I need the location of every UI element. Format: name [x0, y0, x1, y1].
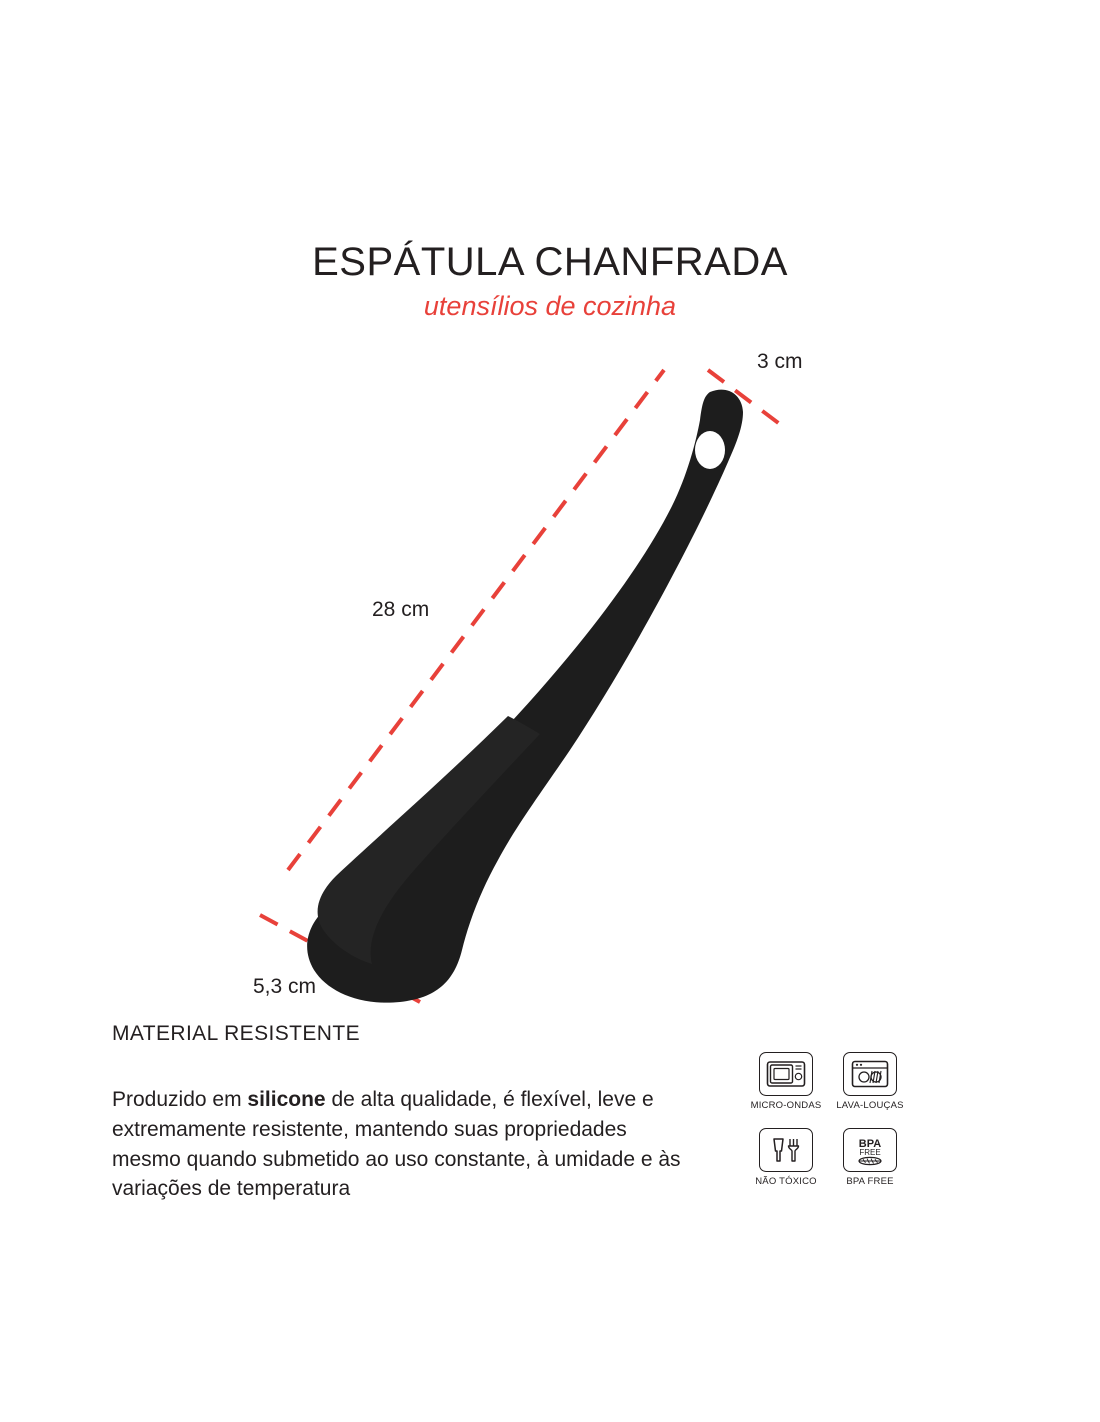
spatula-diagram	[240, 330, 860, 1030]
title-block	[0, 240, 1100, 322]
svg-text:FREE: FREE	[859, 1148, 881, 1157]
dimension-label-length: 28 cm	[372, 598, 430, 621]
svg-text:BPA: BPA	[858, 1138, 882, 1150]
dimension-label-blade: 5,3 cm	[253, 975, 317, 998]
product-illustration	[240, 330, 860, 1030]
badge-caption-microwave: MICRO-ONDAS	[750, 1100, 822, 1111]
material-description-suffix: de alta qualidade, é flexível, leve e extremamente resistente, mantendo suas propriedades mesmo quando submetido ao uso constante, à umidade e às variações de temperatura	[112, 1088, 681, 1201]
spatula-shape	[307, 390, 743, 1003]
page-title: ESPÁTULA CHANFRADA	[312, 240, 788, 284]
badge-non-toxic	[748, 1128, 824, 1196]
material-description	[112, 1085, 692, 1204]
dishwasher-icon	[843, 1052, 897, 1096]
material-heading: MATERIAL RESISTENTE	[112, 1022, 360, 1045]
non-toxic-icon	[759, 1128, 813, 1172]
feature-badges	[748, 1052, 908, 1196]
material-description-prefix: Produzido em	[112, 1088, 248, 1111]
badge-caption-non-toxic: NÃO TÓXICO	[755, 1176, 817, 1187]
badge-bpa-free	[832, 1128, 908, 1196]
badge-dishwasher	[832, 1052, 908, 1120]
badge-caption-dishwasher: LAVA-LOUÇAS	[836, 1100, 904, 1111]
badge-microwave	[748, 1052, 824, 1120]
material-description-bold: silicone	[247, 1088, 326, 1111]
hang-hole	[695, 431, 725, 469]
page-subtitle: utensílios de cozinha	[423, 291, 677, 321]
badge-caption-bpa-free: BPA FREE	[846, 1176, 894, 1187]
microwave-icon	[759, 1052, 813, 1096]
bpa-free-icon	[843, 1128, 897, 1172]
dimension-label-width: 3 cm	[757, 350, 803, 373]
